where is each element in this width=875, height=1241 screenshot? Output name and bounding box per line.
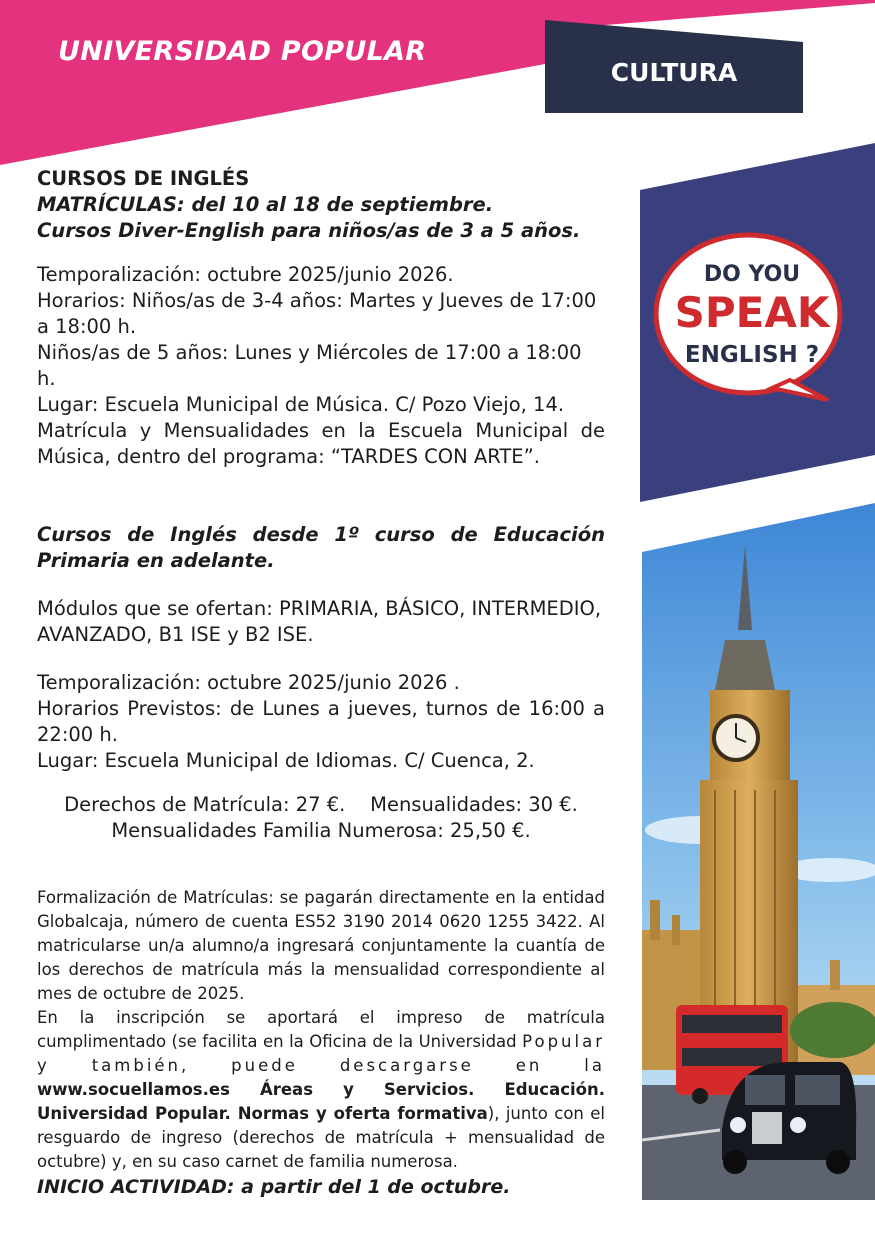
website-reference: www.socuellamos.es Áreas y Servicios. Educación. Universidad Popular. Normas y oferta formativa [37, 1080, 605, 1123]
fees-line-2: Mensualidades Familia Numerosa: 25,50 €. [111, 819, 531, 842]
formalization-tail: ), junto con el resguardo de ingreso (derechos de matrícula + mensualidad de octubre) y, en su caso carnet de familia numerosa. [37, 1104, 605, 1171]
formalization-paragraph-2 [37, 1006, 605, 1174]
section-tag: CULTURA [610, 58, 738, 87]
section1-hours-1: Horarios: Niños/as de 3-4 años: Martes y Jueves de 17:00 a 18:00 h. [37, 289, 597, 338]
section1-title: CURSOS DE INGLÉS [37, 167, 250, 190]
activity-start: INICIO ACTIVIDAD: a partir del 1 de octubre. [37, 1176, 511, 1198]
section2-modules: Módulos que se ofertan: PRIMARIA, BÁSICO, INTERMEDIO, AVANZADO, B1 ISE y B2 ISE. [37, 597, 602, 646]
section1-hours-2: Niños/as de 5 años: Lunes y Miércoles de 17:00 a 18:00 h. [37, 341, 582, 390]
badge-line2: SPEAK [674, 288, 830, 337]
london-photo [642, 500, 875, 1200]
enrollment-dates: MATRÍCULAS: del 10 al 18 de septiembre. [37, 193, 494, 216]
main-content [37, 166, 605, 1200]
section1-schedule: Temporalización: octubre 2025/junio 2026. [37, 263, 454, 286]
formalization-spaced: Popular y también, puede descargarse en la [37, 1032, 605, 1075]
formalization-lead: En la inscripción se aportará el impreso de matrícula cumplimentado (se facilita en la Oficina de la Universidad [37, 1008, 605, 1051]
program-title: UNIVERSIDAD POPULAR [58, 36, 427, 67]
badge-line1: DO YOU [703, 262, 801, 287]
section2-schedule: Temporalización: octubre 2025/junio 2026 . [37, 671, 460, 694]
section1-payment: Matrícula y Mensualidades en la Escuela Municipal de Música, dentro del programa: “TARDES CON ARTE”. [37, 419, 605, 468]
fees-line-1: Derechos de Matrícula: 27 €. Mensualidades: 30 €. [64, 793, 578, 816]
badge-line3: ENGLISH ? [684, 342, 820, 368]
section1-subtitle: Cursos Diver-English para niños/as de 3 a 5 años. [37, 219, 581, 242]
section2-title: Cursos de Inglés desde 1º curso de Educación Primaria en adelante. [37, 523, 605, 572]
section1-place: Lugar: Escuela Municipal de Música. C/ Pozo Viejo, 14. [37, 393, 565, 416]
section2-hours: Horarios Previstos: de Lunes a jueves, turnos de 16:00 a 22:00 h. [37, 697, 605, 746]
formalization-paragraph-1: Formalización de Matrículas: se pagarán directamente en la entidad Globalcaja, número de cuenta ES52 3190 2014 0620 1255 3422. Al matricularse un/a alumno/a ingresará conjuntamente la cuantía de los derechos de matrícula más la mensualidad correspondiente al mes de octubre de 2025. [37, 888, 605, 1003]
section2-place: Lugar: Escuela Municipal de Idiomas. C/ Cuenca, 2. [37, 749, 535, 772]
